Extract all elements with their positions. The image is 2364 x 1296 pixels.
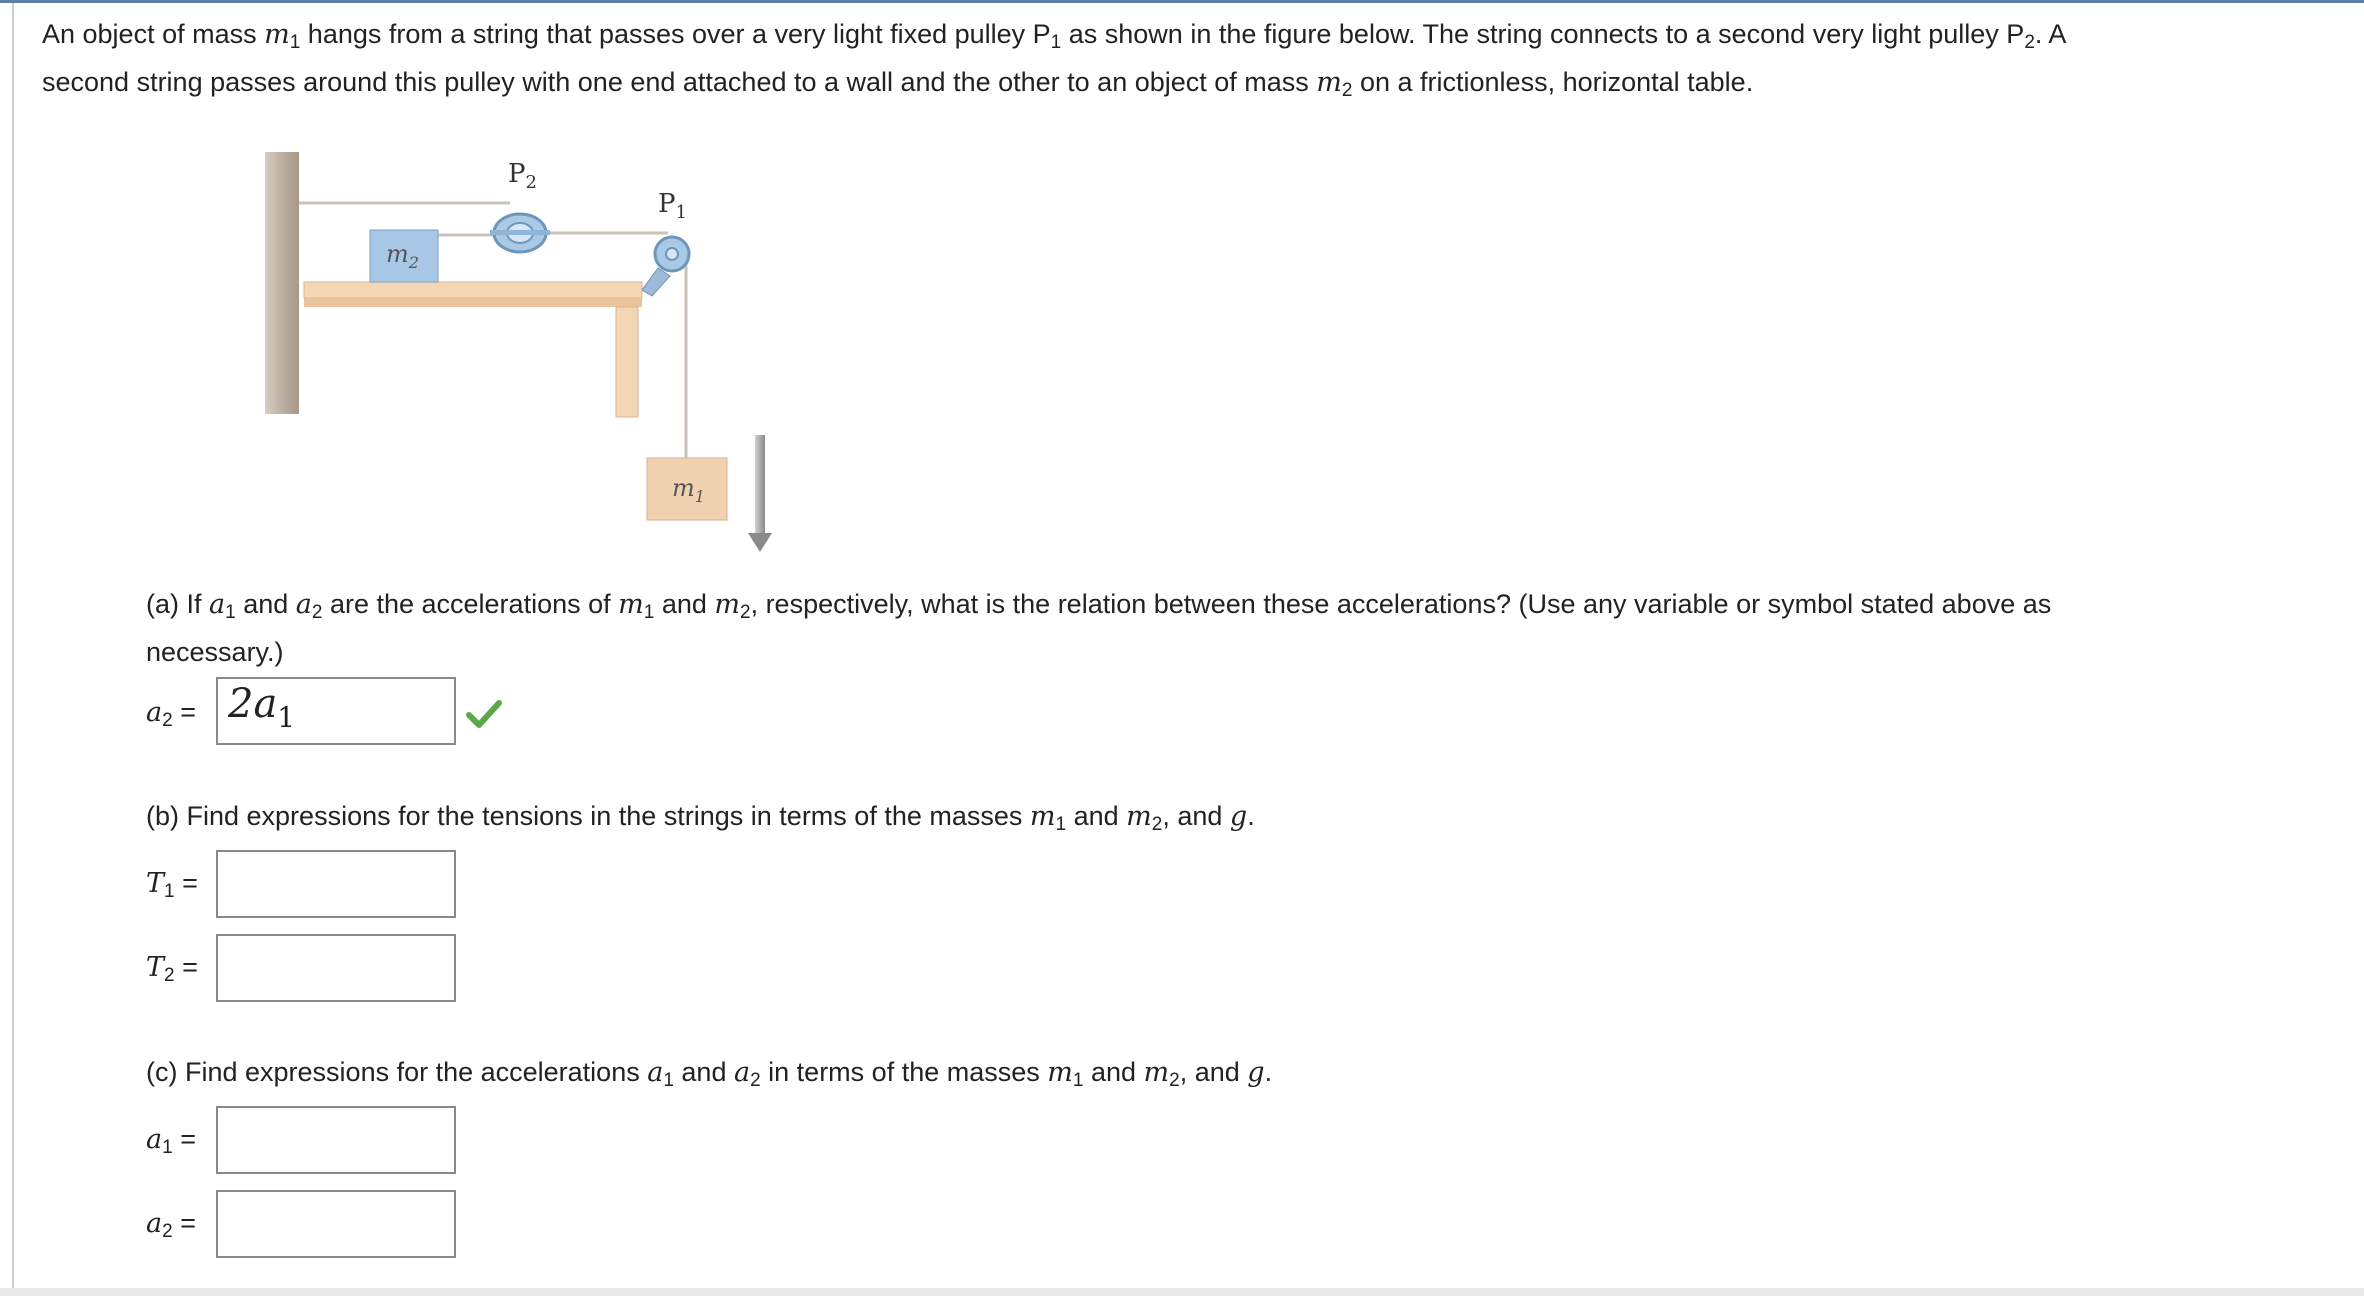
t1-label: $T_1$ = [146, 868, 198, 902]
a2-input[interactable] [216, 1190, 456, 1258]
correct-check-icon [466, 699, 502, 729]
problem-intro-line-1: An object of mass $m_1$ hangs from a string that passes over a very light fixed pulley $P_1$ as shown in the figure below. The string connects to a second very light pulley $P_2$. A [42, 19, 2067, 53]
t2-label: $T_2$ = [146, 952, 198, 986]
label-p1: $P_1$ [658, 189, 687, 223]
t1-input[interactable] [216, 850, 456, 918]
part-a-question-line-1: (a) If $a_1$ and $a_2$ are the accelerations of $m_1$ and $m_2$, respectively, what is the relation between these accelerations? (Use any variable or symbol stated above as [146, 589, 2052, 623]
pulley-p1 [642, 237, 689, 296]
a2-label: $a_2$ = [146, 1208, 196, 1242]
table-leg [616, 307, 638, 417]
t2-input[interactable] [216, 934, 456, 1002]
table-edge [304, 298, 642, 307]
pulley-figure [240, 140, 820, 560]
part-a-question-line-2: necessary.) [146, 637, 284, 667]
part-a-answer-field[interactable]: $2a_1$ [216, 677, 456, 745]
pulley-p2 [490, 214, 550, 252]
a1-input[interactable] [216, 1106, 456, 1174]
problem-intro-line-2: second string passes around this pulley with one end attached to a wall and the other to an object of mass $m_2$ on a frictionless, horizontal table. [42, 67, 1754, 101]
label-p2: $P_2$ [508, 159, 537, 193]
acceleration-arrow-icon [748, 435, 772, 552]
label-m2: $m_2$ [386, 240, 419, 272]
left-border [12, 3, 14, 1293]
part-c-question: (c) Find expressions for the accelerations $a_1$ and $a_2$ in terms of the masses $m_1$ and $m_2$, and g. [146, 1057, 1273, 1091]
wall [265, 152, 299, 414]
bottom-bar [0, 1288, 2364, 1296]
part-a-answer-label: $a_2$ = [146, 697, 196, 731]
label-m1: $m_1$ [672, 474, 705, 506]
top-border [0, 0, 2364, 3]
a1-label: $a_1$ = [146, 1124, 196, 1158]
table-top [304, 282, 642, 298]
part-b-question: (b) Find expressions for the tensions in the strings in terms of the masses $m_1$ and $m_2$, and g. [146, 801, 1255, 835]
